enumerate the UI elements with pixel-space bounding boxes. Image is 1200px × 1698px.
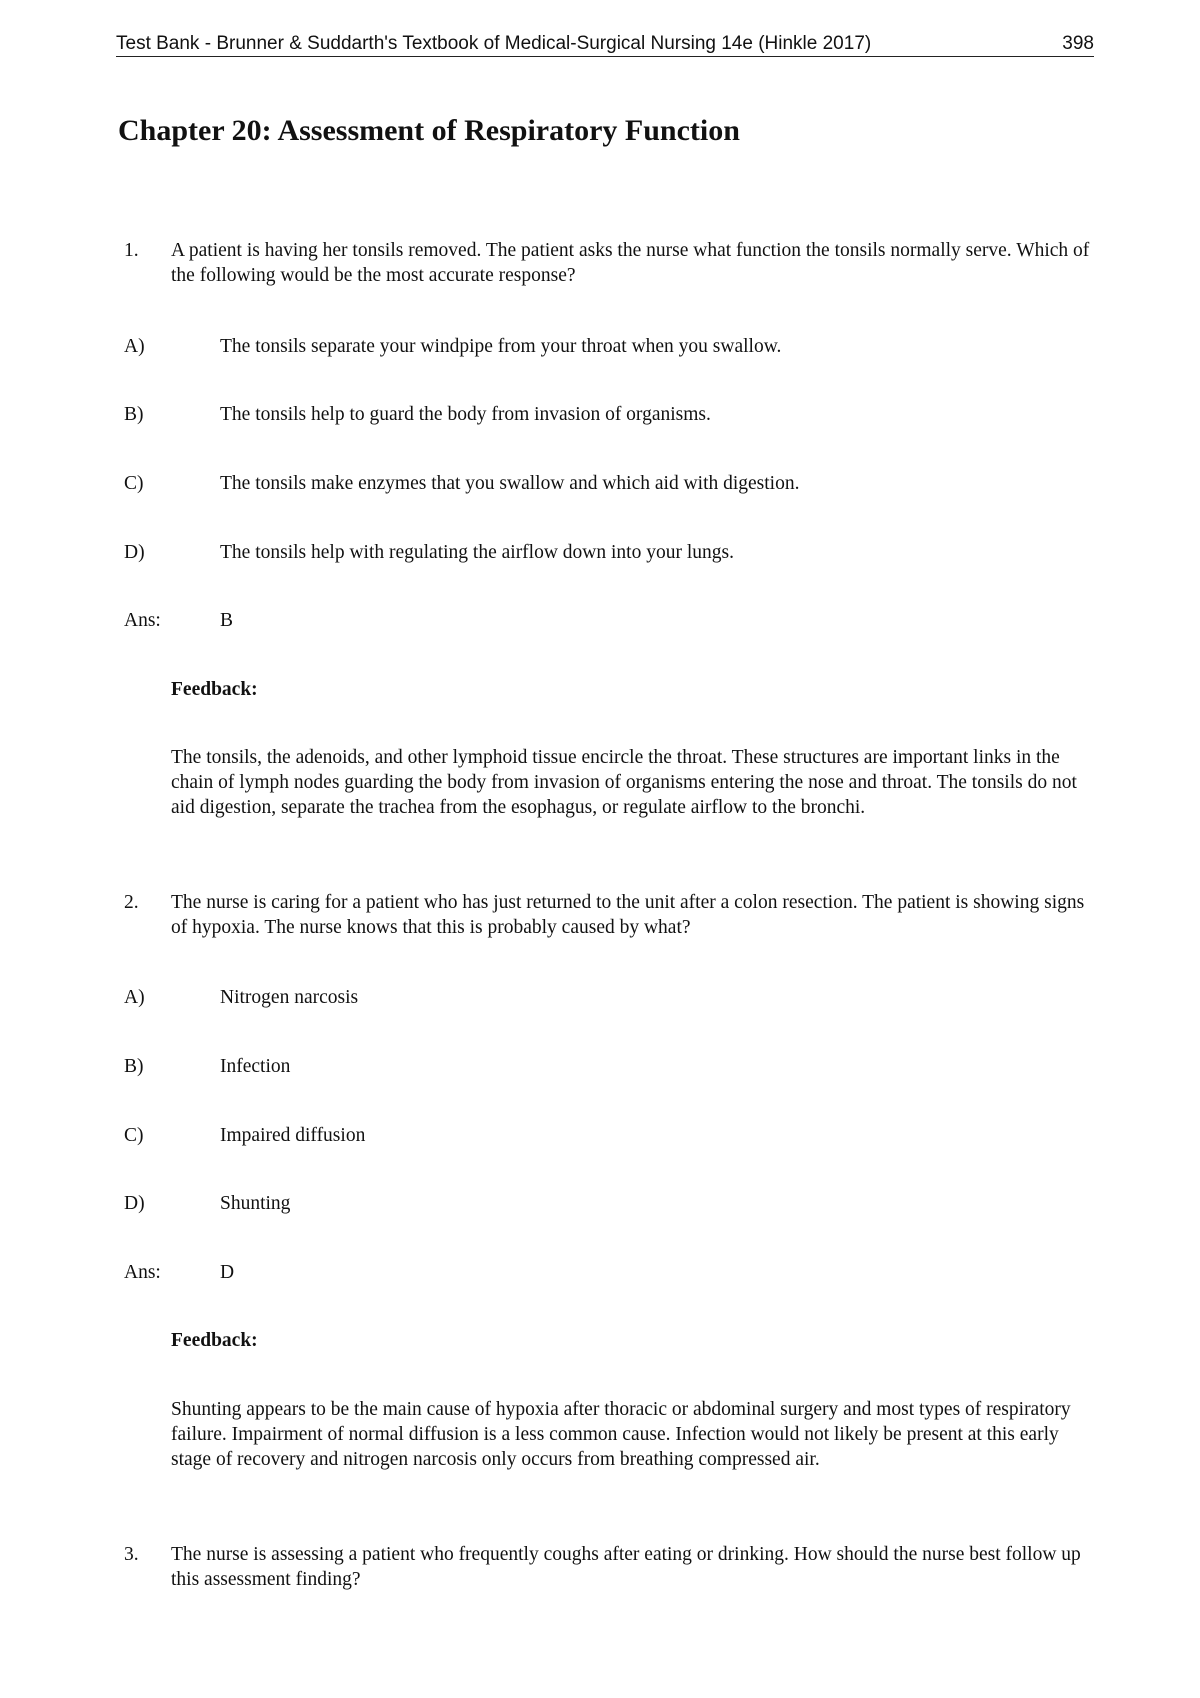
question-2-feedback: Shunting appears to be the main cause of hypoxia after thoracic or abdominal surgery and most types of respiratory failure. Impairment of normal diffusion is a less common cause. Infection would not likely be present at this early stage of recovery and nitrogen narcosis only occurs from breathing compressed air. — [171, 1399, 1071, 1470]
question-2-option-a-letter: A) — [124, 987, 145, 1008]
header-title: Test Bank - Brunner & Suddarth's Textbook of Medical-Surgical Nursing 14e (Hinkle 2017) — [116, 33, 872, 54]
question-1-option-c-text: The tonsils make enzymes that you swallow and which aid with digestion. — [220, 473, 800, 494]
question-2-option-b-letter: B) — [124, 1056, 144, 1077]
question-3-stem: The nurse is assessing a patient who frequently coughs after eating or drinking. How should the nurse best follow up this assessment finding? — [171, 1544, 1081, 1590]
question-1-option-d-letter: D) — [124, 542, 145, 563]
question-1-option-b-letter: B) — [124, 404, 144, 425]
chapter-title: Chapter 20: Assessment of Respiratory Function — [118, 114, 740, 147]
question-3-number: 3. — [124, 1544, 139, 1565]
question-2-ans-label: Ans: — [124, 1262, 161, 1283]
question-1-option-a-text: The tonsils separate your windpipe from your throat when you swallow. — [220, 336, 782, 357]
question-1-feedback: The tonsils, the adenoids, and other lymphoid tissue encircle the throat. These structures are important links in the chain of lymph nodes guarding the body from invasion of organisms entering the nose and throat. The tonsils do not aid digestion, separate the trachea from the esophagus, or regulate airflow to the bronchi. — [171, 747, 1077, 818]
question-1-option-c-letter: C) — [124, 473, 144, 494]
page-header — [116, 32, 1094, 57]
question-2-option-a-text: Nitrogen narcosis — [220, 987, 359, 1008]
question-2-feedback-label: Feedback: — [171, 1330, 258, 1351]
question-1-option-b-text: The tonsils help to guard the body from invasion of organisms. — [220, 404, 711, 425]
question-1-feedback-label: Feedback: — [171, 679, 258, 700]
question-1-answer: B — [220, 610, 234, 631]
question-1-ans-label: Ans: — [124, 610, 161, 631]
question-2-option-d-text: Shunting — [220, 1193, 291, 1214]
question-2-stem: The nurse is caring for a patient who has just returned to the unit after a colon resection. The patient is showing signs of hypoxia. The nurse knows that this is probably caused by what? — [171, 892, 1085, 938]
question-2-option-d-letter: D) — [124, 1193, 145, 1214]
question-2-option-c-text: Impaired diffusion — [220, 1125, 366, 1146]
question-2-answer: D — [220, 1262, 235, 1283]
question-2-number: 2. — [124, 892, 139, 913]
question-1-option-a-letter: A) — [124, 336, 145, 357]
question-2-option-b-text: Infection — [220, 1056, 291, 1077]
question-2-option-c-letter: C) — [124, 1125, 144, 1146]
question-1-option-d-text: The tonsils help with regulating the airflow down into your lungs. — [220, 542, 734, 563]
page-number: 398 — [1062, 33, 1094, 54]
question-1-number: 1. — [124, 240, 139, 261]
question-1-stem: A patient is having her tonsils removed. The patient asks the nurse what function the tonsils normally serve. Which of the following would be the most accurate response? — [171, 240, 1090, 286]
